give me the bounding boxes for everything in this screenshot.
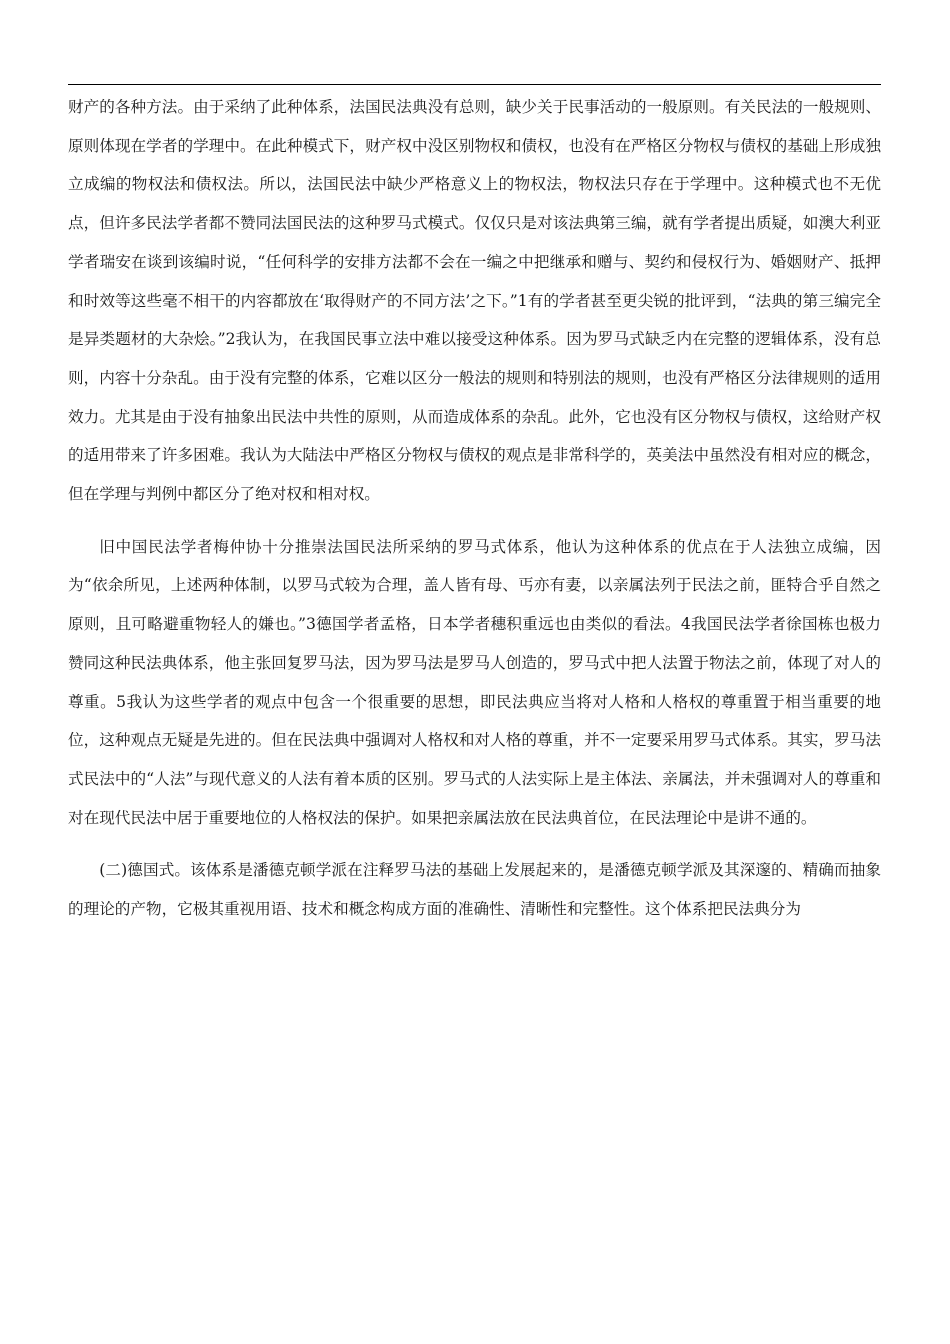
paragraph-german-model: (二)德国式。该体系是潘德克顿学派在注释罗马法的基础上发展起来的，是潘德克顿学派及其深邃的、精确而抽象的理论的产物，它极其重视用语、技术和概念构成方面的准确性、清晰性和完整性。这个体系把民法典分为 bbox=[68, 861, 881, 919]
document-body bbox=[68, 88, 881, 929]
header-rule bbox=[68, 84, 881, 85]
paragraph-roman-model-critique: 财产的各种方法。由于采纳了此种体系，法国民法典没有总则，缺少关于民事活动的一般原则。有关民法的一般规则、原则体现在学者的学理中。在此种模式下，财产权中没区别物权和债权，也没有在严格区分物权与债权的基础上形成独立成编的物权法和债权法。所以，法国民法中缺少严格意义上的物权法，物权法只存在于学理中。这种模式也不无优点，但许多民法学者都不赞同法国民法的这种罗马式模式。仅仅只是对该法典第三编，就有学者提出质疑，如澳大利亚学者瑞安在谈到该编时说，“任何科学的安排方法都不会在一编之中把继承和赠与、契约和侵权行为、婚姻财产、抵押和时效等这些毫不相干的内容都放在‘取得财产的不同方法’之下。”1有的学者甚至更尖锐的批评到，“法典的第三编完全是异类题材的大杂烩。”2我认为，在我国民事立法中难以接受这种体系。因为罗马式缺乏内在完整的逻辑体系，没有总则，内容十分杂乱。由于没有完整的体系，它难以区分一般法的规则和特别法的规则，也没有严格区分法律规则的适用效力。尤其是由于没有抽象出民法中共性的原则，从而造成体系的杂乱。此外，它也没有区分物权与债权，这给财产权的适用带来了许多困难。我认为大陆法中严格区分物权与债权的观点是非常科学的，英美法中虽然没有相对应的概念，但在学理与判例中都区分了绝对权和相对权。 bbox=[68, 98, 881, 504]
paragraph-scholars-views: 旧中国民法学者梅仲协十分推崇法国民法所采纳的罗马式体系，他认为这种体系的优点在于人法独立成编，因为“依余所见，上述两种体制，以罗马式较为合理，盖人皆有母、丐亦有妻，以亲属法列于民法之前，匪特合乎自然之原则，且可略避重物轻人的嫌也。”3德国学者孟格，日本学者穗积重远也由类似的看法。4我国民法学者徐国栋也极力赞同这种民法典体系，他主张回复罗马法，因为罗马法是罗马人创造的，罗马式中把人法置于物法之前，体现了对人的尊重。5我认为这些学者的观点中包含一个很重要的思想，即民法典应当将对人格和人格权的尊重置于相当重要的地位，这种观点无疑是先进的。但在民法典中强调对人格权和对人格的尊重，并不一定要采用罗马式体系。其实，罗马法式民法中的“人法”与现代意义的人法有着本质的区别。罗马式的人法实际上是主体法、亲属法，并未强调对人的尊重和对在现代民法中居于重要地位的人格权法的保护。如果把亲属法放在民法典首位，在民法理论中是讲不通的。 bbox=[68, 537, 881, 827]
